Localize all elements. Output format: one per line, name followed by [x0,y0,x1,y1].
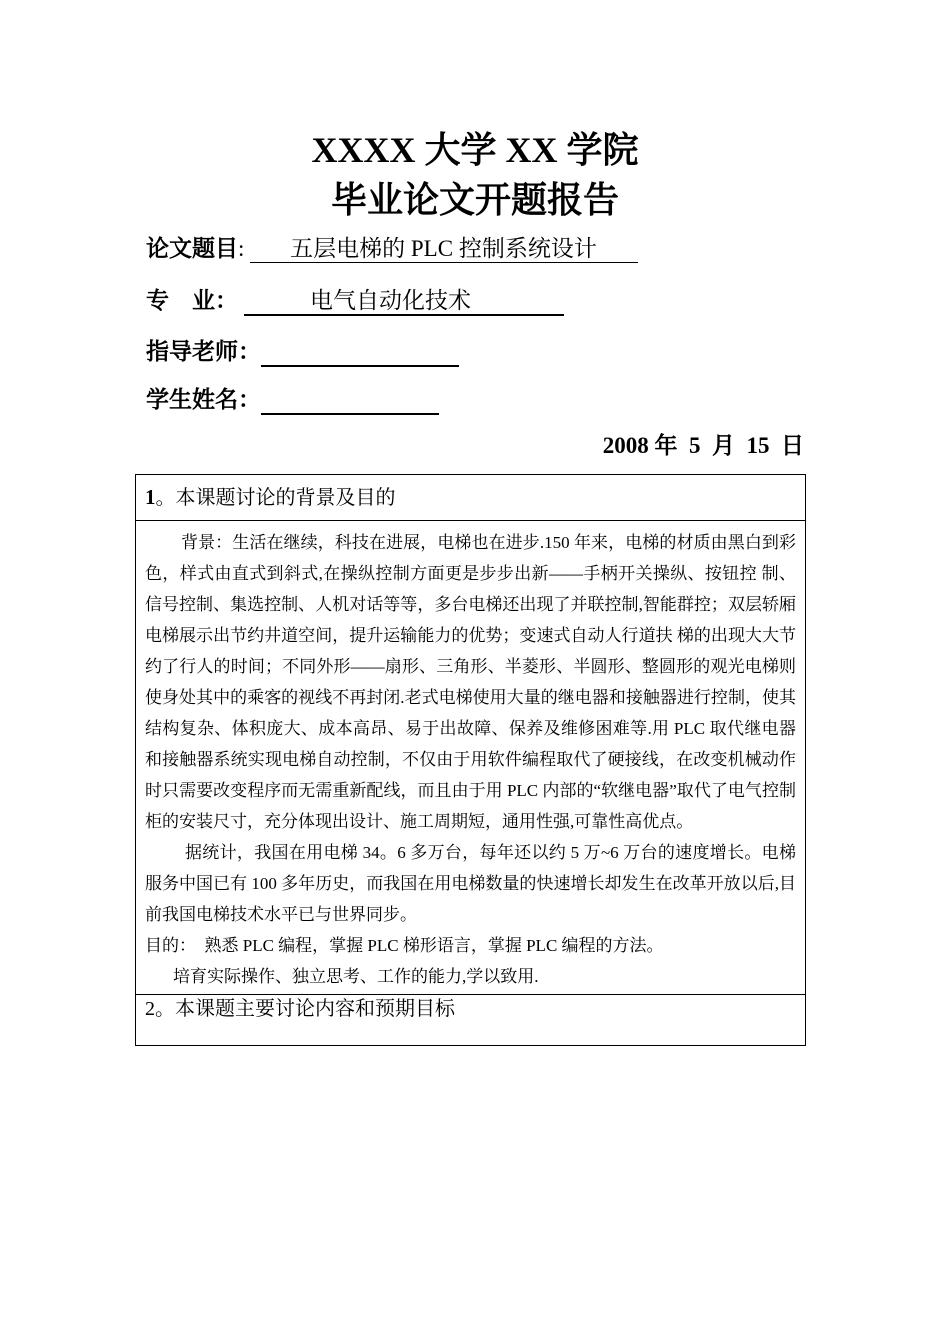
section1-body [136,521,806,995]
content-table [135,474,806,1046]
statistics-paragraph: 据统计，我国在用电梯 34。6 多万台，每年还以约 5 万~6 万台的速度增长。电梯服务中国已有 100 多年历史，而我国在用电梯数量的快速增长却发生在改革开放以后,目前我国电梯技术水平已与世界同步。 [145,843,796,924]
advisor-field [146,337,459,367]
student-value [261,387,439,415]
major-field [146,286,564,316]
section1-number: 1 [145,485,156,509]
goal-line-2: 培育实际操作、独立思考、工作的能力,学以致用. [173,967,539,986]
thesis-title-value: 五层电梯的 PLC 控制系统设计 [250,236,638,263]
section2-heading: 2。本课题主要讨论内容和预期目标 [136,995,806,1046]
major-label: 专 业： [146,288,238,313]
section1-title: 。本课题讨论的背景及目的 [155,487,396,509]
university-title: XXXX 大学 XX 学院 [311,130,639,170]
thesis-title-field [146,234,638,264]
thesis-title-sep: : [238,236,245,261]
student-label: 学生姓名： [146,387,261,412]
major-value: 电气自动化技术 [244,288,564,316]
thesis-title-label: 论文题目 [146,236,238,261]
report-title: 毕业论文开题报告 [330,180,619,220]
student-field [146,385,439,415]
background-paragraph: 背景：生活在继续，科技在进展，电梯也在进步.150 年来，电梯的材质由黑白到彩色，样式由直式到斜式,在操纵控制方面更是步步出新——手柄开关操纵、按钮控 制、信号控制、集选控制、人机对话等等，多台电梯还出现了并联控制,智能群控；双层轿厢电梯展示出节约井道空间，提升运输能力的优势；变速式自动人行道扶 梯的出现大大节约了行人的时间；不同外形——扇形、三角形、半菱形、半圆形、整圆形的观光电梯则使身处其中的乘客的视线不再封闭.老式电梯使用大量的继电器和接触器进行控制，使其结构复杂、体积庞大、成本高昂、易于出故障、保养及维修困难等.用 PLC 取代继电器和接触器系统实现电梯自动控制，不仅由于用软件编程取代了硬接线，在改变机械动作时只需要改变程序而无需重新配线，而且由于用 PLC 内部的“软继电器”取代了电气控制柜的安装尺寸，充分体现出设计、施工周期短，通用性强,可靠性高优点。 [145,533,796,831]
advisor-label: 指导老师： [146,339,261,364]
section1-heading [136,475,806,521]
advisor-value [261,339,459,367]
report-date: 2008 年 5 月 15 日 [602,433,804,458]
goal-line-1: 目的： 熟悉 PLC 编程，掌握 PLC 梯形语言，掌握 PLC 编程的方法。 [145,936,664,955]
